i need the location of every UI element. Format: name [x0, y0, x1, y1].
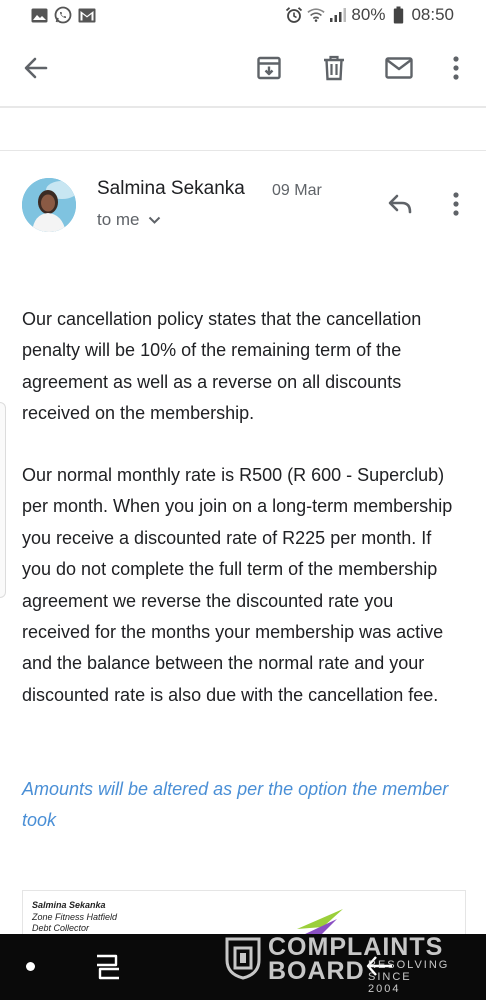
archive-button[interactable] [247, 48, 291, 92]
recent-apps-icon[interactable] [92, 952, 124, 982]
subject-area [0, 108, 486, 150]
edge-panel-handle[interactable] [0, 402, 6, 598]
watermark-tag2: SINCE 2004 [368, 971, 412, 995]
signature-name: Salmina Sekanka [32, 900, 106, 910]
watermark-tag1: RESOLVING [368, 959, 450, 971]
mark-unread-button[interactable] [377, 48, 421, 92]
recipient-label: to me [97, 210, 140, 229]
reply-button[interactable] [380, 186, 420, 226]
signature-role: Debt Collector [32, 923, 90, 933]
delete-button[interactable] [312, 48, 356, 92]
battery-icon [389, 6, 407, 24]
status-bar [0, 0, 486, 34]
trash-icon [322, 55, 346, 86]
home-dot-icon[interactable] [26, 962, 35, 971]
avatar[interactable] [22, 178, 76, 232]
clock: 08:50 [411, 5, 454, 24]
archive-icon [256, 55, 282, 86]
watermark-line1: COMPLAINTS [268, 933, 444, 961]
more-options-button[interactable] [434, 48, 478, 92]
back-arrow-icon [23, 55, 49, 86]
body-paragraph-highlight: Amounts will be altered as per the option the member took [22, 779, 449, 831]
body-paragraph: Our normal monthly rate is R500 (R 600 - Superclub) per month. When you join on a long-term membership you receive a discounted rate of R225 per month. If you do not complete the full term of the membership agreement we reverse the discounted rate you received for the months your membership was active and the balance between the normal rate and your discounted rate is also due with the cancellation fee. [22, 465, 453, 705]
watermark-line2: BOARD [268, 957, 365, 985]
subject-divider [0, 150, 486, 151]
toolbar [0, 34, 486, 106]
wifi-icon [307, 6, 325, 24]
shield-logo-icon [224, 936, 262, 980]
signal-icon [329, 6, 347, 24]
reply-icon [387, 193, 413, 220]
gallery-icon [30, 6, 48, 24]
chevron-down-icon [148, 210, 161, 230]
complaints-board-watermark [222, 932, 450, 995]
more-vertical-icon [452, 55, 460, 86]
gmail-icon [78, 6, 96, 24]
body-paragraph: Our cancellation policy states that the cancellation penalty will be 10% of the remaining term of the agreement as well as a reverse on all discounts received on the membership. [22, 309, 422, 424]
more-vertical-icon [452, 191, 460, 222]
message-more-button[interactable] [440, 186, 472, 226]
message-date: 09 Mar [272, 182, 322, 199]
alarm-icon [285, 6, 303, 24]
mail-icon [385, 57, 413, 84]
sender-name[interactable]: Salmina Sekanka [97, 178, 245, 199]
signature-company: Zone Fitness Hatfield [32, 912, 118, 922]
battery-percent: 80% [351, 5, 386, 24]
back-button[interactable] [14, 48, 58, 92]
recipient-details-toggle[interactable] [97, 210, 161, 230]
whatsapp-icon [54, 6, 72, 24]
